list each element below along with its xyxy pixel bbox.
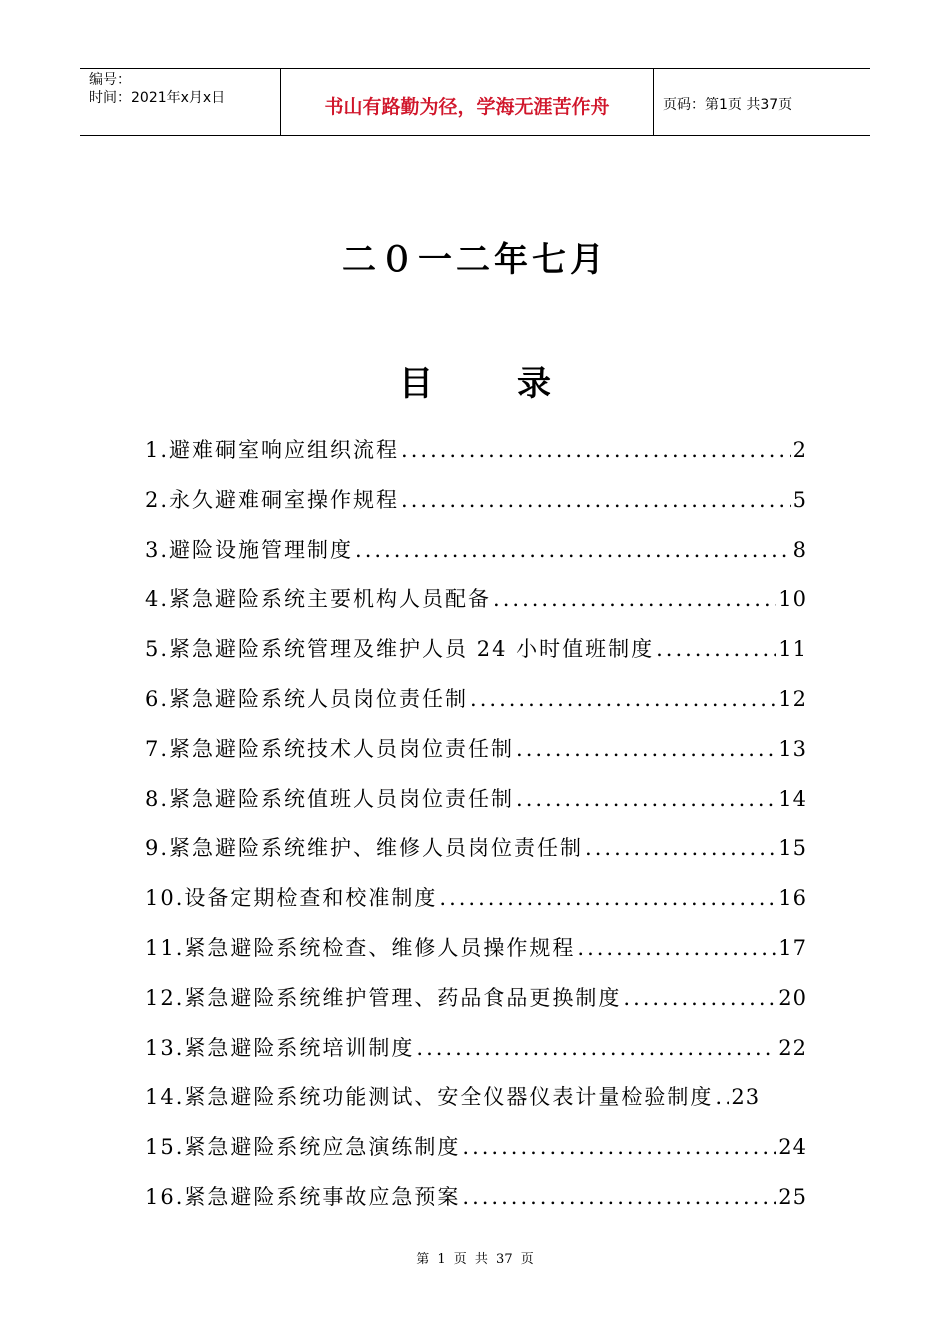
toc-leader-dots	[516, 787, 776, 811]
toc-item-text: 15.紧急避险系统应急演练制度	[145, 1135, 461, 1160]
toc-item-text: 7.紧急避险系统技术人员岗位责任制	[145, 736, 515, 761]
toc-leader-dots	[656, 637, 776, 661]
toc-item-text: 9.紧急避险系统维护、维修人员岗位责任制	[145, 836, 584, 861]
toc-leader-dots	[462, 1185, 776, 1209]
toc-item-text: 8.紧急避险系统值班人员岗位责任制	[145, 786, 515, 811]
toc-item-text: 11.紧急避险系统检查、维修人员操作规程	[145, 935, 576, 960]
toc-item-page: 25	[778, 1184, 807, 1209]
toc-leader-dots	[416, 1036, 776, 1060]
header-table	[80, 68, 870, 136]
toc-item-text: 12.紧急避险系统维护管理、药品食品更换制度	[145, 985, 622, 1010]
toc-item-text: 13.紧急避险系统培训制度	[145, 1035, 415, 1060]
toc-item[interactable]	[145, 583, 807, 633]
toc-item[interactable]	[145, 484, 807, 534]
toc-item-page: 5	[792, 487, 807, 512]
toc-leader-dots	[401, 438, 791, 462]
toc-item-page: 10	[778, 587, 807, 612]
toc-item-page: 15	[778, 836, 807, 861]
toc-leader-dots	[623, 986, 776, 1010]
toc-leader-dots	[355, 538, 791, 562]
table-of-contents	[145, 434, 807, 1231]
toc-item-text: 5.紧急避险系统管理及维护人员 24 小时值班制度	[145, 637, 655, 662]
toc-item[interactable]	[145, 1131, 807, 1181]
toc-leader-dots	[470, 687, 776, 711]
document-time: 时间：2021年x月x日	[89, 90, 226, 106]
toc-item-text: 4.紧急避险系统主要机构人员配备	[145, 587, 492, 612]
toc-item[interactable]	[145, 832, 807, 882]
toc-item-page: 16	[778, 886, 807, 911]
toc-item-text: 10.设备定期检查和校准制度	[145, 886, 438, 911]
toc-item-page: 2	[792, 438, 807, 462]
toc-item-text: 2.永久避难硐室操作规程	[145, 487, 400, 512]
page-info: 页码：第1页 共37页	[663, 97, 793, 113]
toc-item[interactable]	[145, 783, 807, 833]
toc-item[interactable]	[145, 1081, 807, 1131]
toc-item[interactable]	[145, 1181, 807, 1231]
toc-item[interactable]	[145, 882, 807, 932]
toc-leader-dots	[577, 936, 776, 960]
toc-item[interactable]	[145, 982, 807, 1032]
toc-leader-dots	[715, 1085, 729, 1109]
toc-item-page: 24	[778, 1135, 807, 1160]
toc-leader-dots	[462, 1135, 776, 1159]
toc-item-page: 22	[778, 1035, 807, 1060]
toc-item[interactable]	[145, 683, 807, 733]
header-page-info	[654, 69, 870, 135]
header-motto-cell	[281, 69, 654, 135]
toc-title-part2: 录	[517, 364, 551, 404]
toc-leader-dots	[493, 587, 776, 611]
toc-item[interactable]	[145, 733, 807, 783]
toc-item[interactable]	[145, 534, 807, 584]
toc-item-text: 14.紧急避险系统功能测试、安全仪器仪表计量检验制度	[145, 1085, 714, 1110]
toc-title	[0, 356, 950, 405]
toc-item-page: 17	[778, 935, 807, 960]
toc-leader-dots	[516, 737, 776, 761]
toc-item-page: 13	[778, 736, 807, 761]
date-title: 二０一二年七月	[342, 240, 608, 280]
toc-item-page: 11	[778, 637, 807, 662]
toc-item[interactable]	[145, 932, 807, 982]
toc-item-text: 3.避险设施管理制度	[145, 537, 354, 562]
toc-item[interactable]	[145, 1032, 807, 1082]
toc-item-text: 1.避难硐室响应组织流程	[145, 438, 400, 462]
toc-item-page: 8	[792, 537, 807, 562]
toc-leader-dots	[401, 488, 791, 512]
toc-item-page: 23	[731, 1085, 761, 1110]
toc-item[interactable]	[145, 434, 807, 484]
toc-leader-dots	[585, 836, 776, 860]
page-footer: 第 1 页 共 37 页	[416, 1252, 534, 1267]
toc-item-page: 12	[778, 686, 807, 711]
toc-leader-dots	[439, 886, 776, 910]
toc-item-text: 16.紧急避险系统事故应急预案	[145, 1184, 461, 1209]
toc-item-page: 14	[778, 786, 807, 811]
document-number: 编号：	[89, 72, 131, 88]
header-meta	[80, 69, 281, 135]
toc-item-page: 20	[778, 985, 807, 1010]
motto: 书山有路勤为径，学海无涯苦作舟	[324, 95, 610, 118]
toc-title-part1: 目	[399, 364, 433, 404]
toc-item-text: 6.紧急避险系统人员岗位责任制	[145, 686, 469, 711]
toc-item[interactable]	[145, 633, 807, 683]
